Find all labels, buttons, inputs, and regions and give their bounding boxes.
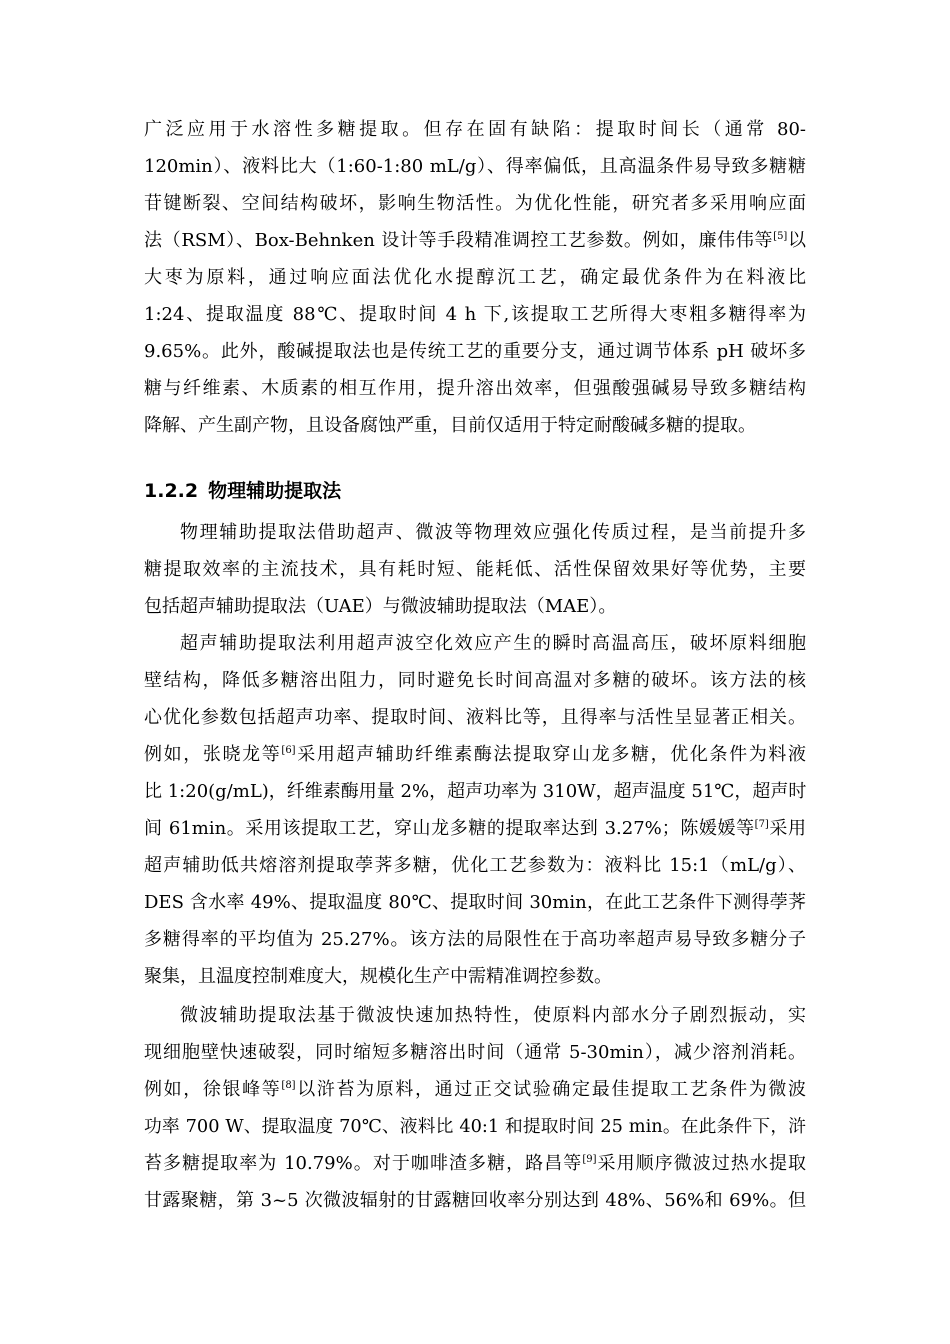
text-line: DES 含水率 49%、提取温度 80℃、提取时间 30min，在此工艺条件下测得荸荠 <box>144 892 806 913</box>
text-line: 超声辅助低共熔溶剂提取荸荠多糖，优化工艺参数为：液料比 15:1（mL/g）、 <box>144 855 806 876</box>
citation-ref: [6] <box>281 745 296 756</box>
text-line: 多糖得率的平均值为 25.27%。该方法的局限性在于高功率超声易导致多糖分子 <box>144 929 806 950</box>
text-line: 物理辅助提取法借助超声、微波等物理效应强化传质过程，是当前提升多 <box>180 522 806 543</box>
text-line: 苷键断裂、空间结构破坏，影响生物活性。为优化性能，研究者多采用响应面 <box>144 193 806 214</box>
text-line <box>144 1078 806 1102</box>
text-line: 微波辅助提取法基于微波快速加热特性，使原料内部水分子剧烈振动，实 <box>180 1005 806 1026</box>
text-line: 包括超声辅助提取法（UAE）与微波辅助提取法（MAE）。 <box>144 596 617 617</box>
text-line: 比 1:20(g/mL)，纤维素酶用量 2%，超声功率为 310W，超声温度 51℃，超声时 <box>144 781 807 802</box>
section-number: 1.2.2 <box>144 480 199 502</box>
text-span: 以 <box>787 230 807 251</box>
text-line: 120min）、液料比大（1:60-1:80 mL/g）、得率偏低，且高温条件易导致多糖糖 <box>144 156 806 177</box>
text-span: 间 61min。采用该提取工艺，穿山龙多糖的提取率达到 3.27%；陈媛媛等 <box>144 818 755 839</box>
text-span: 采用超声辅助纤维素酶法提取穿山龙多糖，优化条件为料液 <box>295 744 807 765</box>
text-line: 超声辅助提取法利用超声波空化效应产生的瞬时高温高压，破坏原料细胞 <box>180 633 806 654</box>
text-span: 苔多糖提取率为 10.79%。对于咖啡渣多糖，路昌等 <box>144 1153 583 1174</box>
text-line: 功率 700 W、提取温度 70℃、液料比 40:1 和提取时间 25 min。在此条件下，浒 <box>144 1117 806 1137</box>
text-line <box>144 743 806 767</box>
citation-ref: [7] <box>754 819 769 830</box>
text-span: 采用顺序微波过热水提取 <box>596 1153 807 1174</box>
text-line: 现细胞壁快速破裂，同时缩短多糖溶出时间（通常 5-30min），减少溶剂消耗。 <box>144 1042 806 1063</box>
text-line: 糖提取效率的主流技术，具有耗时短、能耗低、活性保留效果好等优势，主要 <box>144 559 806 580</box>
citation-ref: [8] <box>281 1080 296 1091</box>
section-heading <box>144 478 341 504</box>
text-line: 1:24、提取温度 88℃、提取时间 4 h 下,该提取工艺所得大枣粗多糖得率为 <box>144 304 806 325</box>
text-span: 以浒苔为原料，通过正交试验确定最佳提取工艺条件为微波 <box>295 1079 807 1100</box>
citation-ref: [9] <box>582 1154 597 1165</box>
text-line: 壁结构，降低多糖溶出阻力，同时避免长时间高温对多糖的破坏。该方法的核 <box>144 670 806 691</box>
text-line: 降解、产生副产物，且设备腐蚀严重，目前仅适用于特定耐酸碱多糖的提取。 <box>144 415 756 436</box>
citation-ref: [5] <box>773 231 788 242</box>
text-line <box>144 229 806 253</box>
text-line: 心优化参数包括超声功率、提取时间、液料比等，且得率与活性呈显著正相关。 <box>144 707 806 728</box>
section-title: 物理辅助提取法 <box>208 480 342 502</box>
text-span: 例如，张晓龙等 <box>144 744 282 765</box>
text-line: 广泛应用于水溶性多糖提取。但存在固有缺陷：提取时间长（通常 80- <box>144 119 806 140</box>
text-line <box>144 1152 806 1176</box>
text-line: 甘露聚糖，第 3~5 次微波辐射的甘露糖回收率分别达到 48%、56%和 69%。但 <box>144 1190 806 1211</box>
text-span: 法（RSM）、Box-Behnken 设计等手段精准调控工艺参数。例如，廉伟伟等 <box>144 230 774 251</box>
text-line: 糖与纤维素、木质素的相互作用，提升溶出效率，但强酸强碱易导致多糖结构 <box>144 378 806 399</box>
text-span: 例如，徐银峰等 <box>144 1079 282 1100</box>
text-line: 9.65%。此外，酸碱提取法也是传统工艺的重要分支，通过调节体系 pH 破坏多 <box>144 341 806 362</box>
text-line: 大枣为原料，通过响应面法优化水提醇沉工艺，确定最优条件为在料液比 <box>144 267 806 288</box>
text-line: 聚集，且温度控制难度大，规模化生产中需精准调控参数。 <box>144 966 612 987</box>
text-line <box>144 817 806 841</box>
text-span: 采用 <box>768 818 806 839</box>
